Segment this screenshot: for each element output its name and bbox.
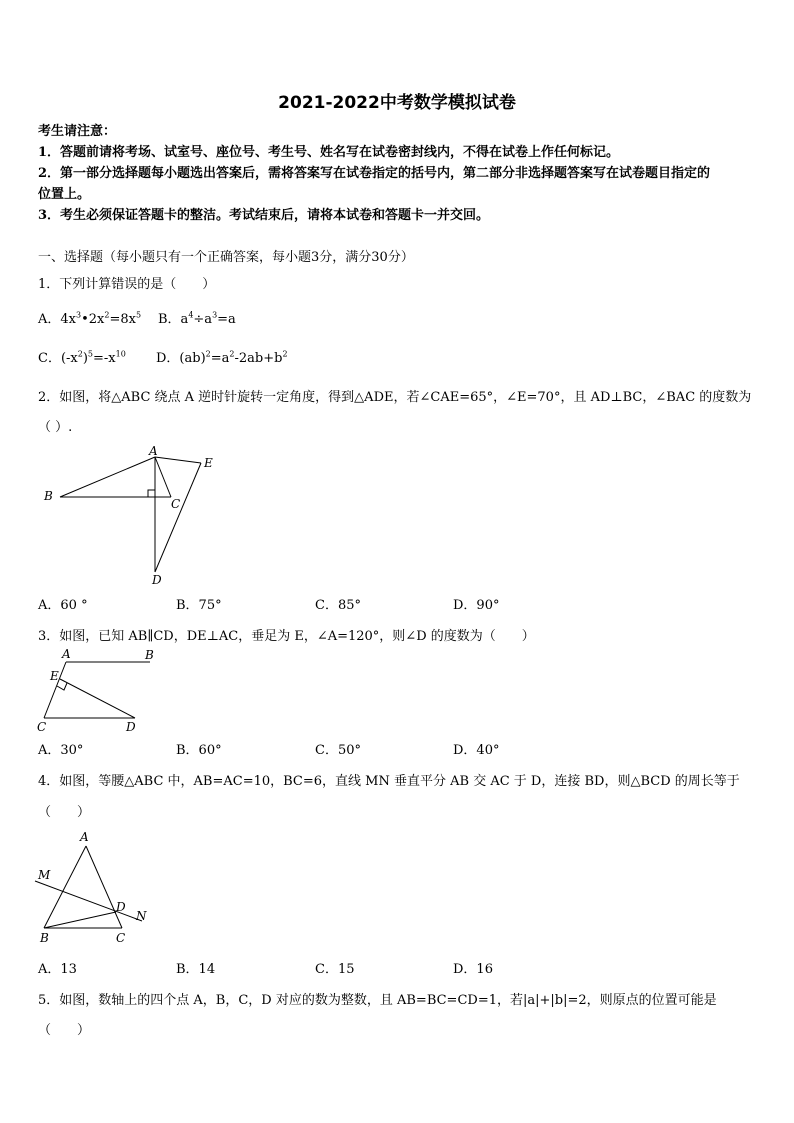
q3-option-c[interactable]: C．50°	[315, 743, 361, 758]
q4-label-a: A	[80, 830, 89, 844]
q4-segment-bd	[44, 912, 116, 928]
q2-label-e: E	[204, 456, 213, 470]
q4-option-a[interactable]: A．13	[38, 962, 77, 977]
q2-stem: 2．如图，将△ABC 绕点 A 逆时针旋转一定角度，得到△ADE，若∠CAE=65°，∠E=70°，且 AD⊥BC，∠BAC 的度数为	[38, 390, 752, 405]
q2-option-b[interactable]: B．75°	[176, 598, 222, 613]
q2-label-d: D	[152, 573, 162, 586]
q4-option-b[interactable]: B．14	[176, 962, 216, 977]
q2-segment-ae	[155, 457, 201, 463]
q1-option-d[interactable]: D．$(ab)^2=a^2-2ab+b^2$	[156, 349, 288, 366]
section-heading: 一、选择题（每小题只有一个正确答案，每小题3分，满分30分）	[38, 250, 414, 265]
q4-stem: 4．如图，等腰△ABC 中，AB=AC=10，BC=6，直线 MN 垂直平分 AB 交 AC 于 D，连接 BD，则△BCD 的周长等于	[38, 774, 740, 789]
notice-item-3: 3．考生必须保证答题卡的整洁。考试结束后，请将本试卷和答题卡一并交回。	[38, 208, 490, 223]
q2-segment-de	[155, 463, 201, 572]
q4-label-n: N	[136, 909, 147, 923]
q3-segment-de	[60, 679, 135, 718]
page-title: 2021-2022中考数学模拟试卷	[278, 93, 516, 113]
q2-label-c: C	[171, 497, 181, 511]
q4-label-d: D	[116, 900, 126, 914]
q1-option-a[interactable]: A．$4x^3•2x^2=8x^5$	[38, 310, 142, 327]
q4-label-m: M	[38, 868, 51, 882]
notice-item-2: 2．第一部分选择题每小题选出答案后，需将答案写在试卷指定的括号内，第二部分非选择题答案写在试卷题目指定的	[38, 166, 711, 181]
q2-segment-ac	[155, 457, 171, 497]
q3-label-b: B	[145, 648, 154, 662]
q1-option-b[interactable]: B．$a^4\div a^3=a$	[158, 310, 236, 327]
q4-segment-ac	[86, 846, 122, 928]
q3-label-e: E	[50, 669, 59, 683]
notice-item-2-cont: 位置上。	[38, 187, 91, 202]
q3-label-d: D	[126, 720, 136, 734]
q2-figure	[38, 442, 228, 586]
q3-option-a[interactable]: A．30°	[38, 743, 84, 758]
q2-segment-ab	[60, 457, 155, 497]
q2-label-a: A	[149, 444, 158, 458]
q2-label-b: B	[44, 489, 53, 503]
q2-stem-cont: （ ）.	[38, 420, 73, 435]
q3-option-d[interactable]: D．40°	[453, 743, 500, 758]
q1-option-c[interactable]: C．$(-x^2)^5=-x^{10}$	[38, 349, 126, 366]
q4-label-b: B	[40, 931, 49, 945]
q4-label-c: C	[116, 931, 126, 945]
q2-right-angle-mark	[148, 490, 155, 497]
q3-label-c: C	[37, 720, 47, 734]
q2-option-c[interactable]: C．85°	[315, 598, 361, 613]
q2-option-d[interactable]: D．90°	[453, 598, 500, 613]
notice-heading: 考生请注意：	[38, 124, 117, 139]
q4-stem-cont: （ ）	[38, 805, 91, 820]
q4-figure	[32, 826, 162, 948]
q5-stem: 5．如图，数轴上的四个点 A，B，C，D 对应的数为整数，且 AB=BC=CD=1，若|a|+|b|=2，则原点的位置可能是	[38, 993, 717, 1008]
q4-option-d[interactable]: D．16	[453, 962, 493, 977]
q3-figure	[32, 646, 162, 736]
notice-item-1: 1．答题前请将考场、试室号、座位号、考生号、姓名写在试卷密封线内，不得在试卷上作任何标记。	[38, 145, 620, 160]
q3-right-angle-mark	[57, 683, 67, 690]
q3-label-a: A	[62, 647, 71, 661]
q2-option-a[interactable]: A．60 °	[38, 598, 88, 613]
q1-stem: 1．下列计算错误的是（ ）	[38, 277, 216, 292]
q4-option-c[interactable]: C．15	[315, 962, 355, 977]
q5-stem-cont: （ ）	[38, 1023, 91, 1038]
q3-stem: 3．如图，已知 AB∥CD，DE⊥AC，垂足为 E，∠A=120°，则∠D 的度数为（ ）	[38, 629, 535, 644]
q3-option-b[interactable]: B．60°	[176, 743, 222, 758]
